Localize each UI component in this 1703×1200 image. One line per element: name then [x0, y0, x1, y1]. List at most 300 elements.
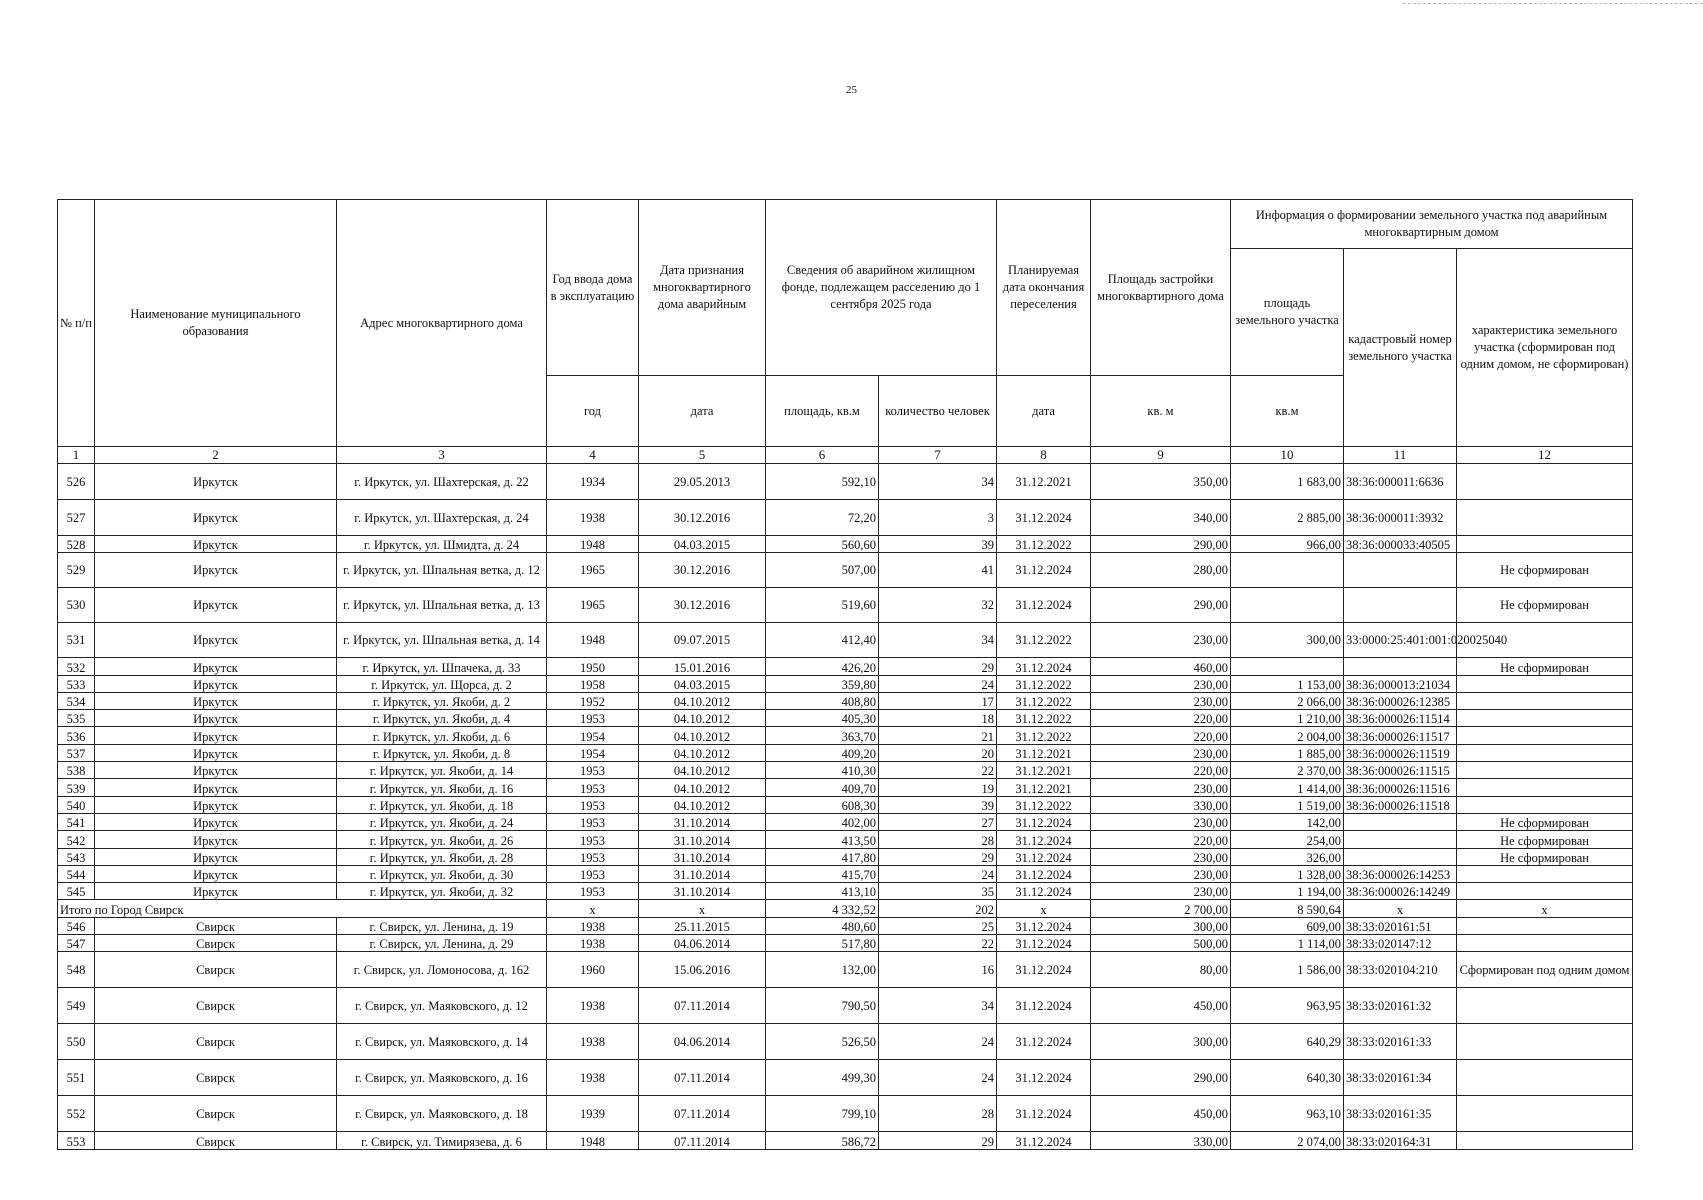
- cell-address: г. Иркутск, ул. Якоби, д. 28: [337, 848, 547, 865]
- cell-address: г. Иркутск, ул. Якоби, д. 18: [337, 796, 547, 813]
- cell-row-num: 542: [58, 831, 95, 848]
- cell-people: 25: [879, 917, 997, 934]
- cell-date-emergency: 31.10.2014: [639, 813, 766, 830]
- cell-year: 1934: [547, 464, 639, 500]
- subtotal-date: x: [639, 900, 766, 917]
- column-number: 9: [1091, 447, 1231, 464]
- cell-people: 18: [879, 710, 997, 727]
- column-number: 4: [547, 447, 639, 464]
- cell-planned-date: 31.12.2021: [997, 762, 1091, 779]
- cell-people: 22: [879, 935, 997, 952]
- cell-address: г. Иркутск, ул. Якоби, д. 24: [337, 813, 547, 830]
- cell-municipality: Иркутск: [95, 500, 337, 536]
- cell-cadastral: 38:36:000026:11519: [1344, 744, 1457, 761]
- subtotal-build: 2 700,00: [1091, 900, 1231, 917]
- cell-year: 1953: [547, 831, 639, 848]
- table-row: [58, 762, 1633, 779]
- cell-build-area: 450,00: [1091, 1096, 1231, 1132]
- cell-address: г. Свирск, ул. Ломоносова, д. 162: [337, 952, 547, 988]
- cell-area: 132,00: [766, 952, 879, 988]
- cell-area: 412,40: [766, 623, 879, 658]
- cell-people: 39: [879, 536, 997, 553]
- cell-area: 72,20: [766, 500, 879, 536]
- cell-date-emergency: 04.03.2015: [639, 675, 766, 692]
- cell-municipality: Иркутск: [95, 588, 337, 623]
- cell-land-area: 1 683,00: [1231, 464, 1344, 500]
- cell-row-num: 534: [58, 692, 95, 709]
- cell-date-emergency: 04.06.2014: [639, 935, 766, 952]
- cell-area: 410,30: [766, 762, 879, 779]
- cell-row-num: 533: [58, 675, 95, 692]
- cell-address: г. Иркутск, ул. Якоби, д. 8: [337, 744, 547, 761]
- cell-address: г. Иркутск, ул. Шахтерская, д. 22: [337, 464, 547, 500]
- cell-municipality: Иркутск: [95, 623, 337, 658]
- cell-planned-date: 31.12.2024: [997, 1060, 1091, 1096]
- cell-land-characteristic: [1457, 796, 1633, 813]
- cell-land-area: 640,30: [1231, 1060, 1344, 1096]
- cell-year: 1950: [547, 658, 639, 675]
- subtotal-planned: x: [997, 900, 1091, 917]
- cell-date-emergency: 09.07.2015: [639, 623, 766, 658]
- cell-area: 408,80: [766, 692, 879, 709]
- cell-land-area: 1 519,00: [1231, 796, 1344, 813]
- header-date-emergency: Дата признания многоквартирного дома аварийным: [639, 200, 766, 376]
- cell-year: 1953: [547, 813, 639, 830]
- cell-municipality: Свирск: [95, 988, 337, 1024]
- cell-planned-date: 31.12.2024: [997, 865, 1091, 882]
- cell-planned-date: 31.12.2022: [997, 710, 1091, 727]
- cell-planned-date: 31.12.2022: [997, 623, 1091, 658]
- cell-address: г. Иркутск, ул. Якоби, д. 30: [337, 865, 547, 882]
- cell-year: 1938: [547, 988, 639, 1024]
- cell-area: 608,30: [766, 796, 879, 813]
- cell-build-area: 230,00: [1091, 623, 1231, 658]
- cell-row-num: 544: [58, 865, 95, 882]
- cell-build-area: 220,00: [1091, 727, 1231, 744]
- cell-build-area: 460,00: [1091, 658, 1231, 675]
- cell-planned-date: 31.12.2024: [997, 883, 1091, 900]
- cell-build-area: 230,00: [1091, 675, 1231, 692]
- cell-date-emergency: 31.10.2014: [639, 865, 766, 882]
- cell-date-emergency: 04.03.2015: [639, 536, 766, 553]
- cell-cadastral: 38:36:000026:11515: [1344, 762, 1457, 779]
- cell-date-emergency: 04.10.2012: [639, 796, 766, 813]
- table-row: [58, 848, 1633, 865]
- cell-land-area: 2 004,00: [1231, 727, 1344, 744]
- cell-row-num: 550: [58, 1024, 95, 1060]
- cell-people: 28: [879, 1096, 997, 1132]
- cell-year: 1953: [547, 796, 639, 813]
- cell-date-emergency: 31.10.2014: [639, 883, 766, 900]
- cell-area: 405,30: [766, 710, 879, 727]
- cell-row-num: 537: [58, 744, 95, 761]
- cell-municipality: Иркутск: [95, 796, 337, 813]
- table-row: [58, 779, 1633, 796]
- table-row: [58, 675, 1633, 692]
- cell-area: 592,10: [766, 464, 879, 500]
- cell-municipality: Свирск: [95, 935, 337, 952]
- cell-land-area: [1231, 588, 1344, 623]
- table-row: [58, 553, 1633, 588]
- unit-people: количество человек: [879, 376, 997, 447]
- subtotal-people: 202: [879, 900, 997, 917]
- cell-cadastral: [1344, 553, 1457, 588]
- cell-date-emergency: 15.01.2016: [639, 658, 766, 675]
- cell-area: 507,00: [766, 553, 879, 588]
- cell-year: 1938: [547, 500, 639, 536]
- unit-date: дата: [639, 376, 766, 447]
- cell-row-num: 551: [58, 1060, 95, 1096]
- cell-row-num: 528: [58, 536, 95, 553]
- cell-people: 34: [879, 623, 997, 658]
- cell-year: 1958: [547, 675, 639, 692]
- cell-address: г. Иркутск, ул. Якоби, д. 32: [337, 883, 547, 900]
- cell-land-characteristic: [1457, 744, 1633, 761]
- cell-people: 24: [879, 865, 997, 882]
- cell-row-num: 527: [58, 500, 95, 536]
- cell-row-num: 531: [58, 623, 95, 658]
- cell-people: 41: [879, 553, 997, 588]
- cell-build-area: 80,00: [1091, 952, 1231, 988]
- header-land-area: площадь земельного участка: [1231, 249, 1344, 376]
- cell-cadastral: 38:36:000026:14253: [1344, 865, 1457, 882]
- column-number: 6: [766, 447, 879, 464]
- unit-area: площадь, кв.м: [766, 376, 879, 447]
- cell-cadastral: 38:33:020147:12: [1344, 935, 1457, 952]
- cell-planned-date: 31.12.2024: [997, 658, 1091, 675]
- cell-municipality: Иркутск: [95, 464, 337, 500]
- cell-date-emergency: 25.11.2015: [639, 917, 766, 934]
- cell-date-emergency: 30.12.2016: [639, 500, 766, 536]
- cell-planned-date: 31.12.2024: [997, 553, 1091, 588]
- cell-date-emergency: 31.10.2014: [639, 831, 766, 848]
- table-row: [58, 536, 1633, 553]
- header-year: Год ввода дома в эксплуатацию: [547, 200, 639, 376]
- resettlement-table: [57, 199, 1633, 1150]
- cell-row-num: 536: [58, 727, 95, 744]
- cell-planned-date: 31.12.2021: [997, 464, 1091, 500]
- cell-people: 34: [879, 988, 997, 1024]
- cell-build-area: 450,00: [1091, 988, 1231, 1024]
- cell-land-characteristic: [1457, 710, 1633, 727]
- cell-row-num: 543: [58, 848, 95, 865]
- cell-date-emergency: 31.10.2014: [639, 848, 766, 865]
- cell-area: 480,60: [766, 917, 879, 934]
- unit-land-area: кв.м: [1231, 376, 1344, 447]
- cell-planned-date: 31.12.2022: [997, 796, 1091, 813]
- table-row: [58, 500, 1633, 536]
- cell-planned-date: 31.12.2021: [997, 744, 1091, 761]
- cell-row-num: 526: [58, 464, 95, 500]
- cell-area: 426,20: [766, 658, 879, 675]
- column-number: 10: [1231, 447, 1344, 464]
- cell-row-num: 539: [58, 779, 95, 796]
- table-row: [58, 813, 1633, 830]
- table-row: [58, 1132, 1633, 1149]
- cell-cadastral: 38:36:000026:11517: [1344, 727, 1457, 744]
- cell-address: г. Иркутск, ул. Шпальная ветка, д. 13: [337, 588, 547, 623]
- cell-land-area: 326,00: [1231, 848, 1344, 865]
- cell-build-area: 230,00: [1091, 744, 1231, 761]
- cell-land-characteristic: [1457, 1132, 1633, 1149]
- cell-cadastral: 38:36:000026:11514: [1344, 710, 1457, 727]
- cell-year: 1938: [547, 917, 639, 934]
- cell-land-area: [1231, 553, 1344, 588]
- cell-land-area: 640,29: [1231, 1024, 1344, 1060]
- cell-area: 517,80: [766, 935, 879, 952]
- table-row: [58, 692, 1633, 709]
- cell-municipality: Иркутск: [95, 727, 337, 744]
- header-land-group: Информация о формировании земельного участка под аварийным многоквартирным домом: [1231, 200, 1633, 249]
- cell-cadastral: [1344, 831, 1457, 848]
- cell-land-characteristic: [1457, 675, 1633, 692]
- cell-planned-date: 31.12.2022: [997, 692, 1091, 709]
- cell-planned-date: 31.12.2024: [997, 500, 1091, 536]
- cell-land-characteristic: [1457, 935, 1633, 952]
- cell-municipality: Иркутск: [95, 710, 337, 727]
- subtotal-row: [58, 900, 1633, 917]
- subtotal-cadastral: x: [1344, 900, 1457, 917]
- table-row: [58, 935, 1633, 952]
- cell-planned-date: 31.12.2024: [997, 988, 1091, 1024]
- cell-planned-date: 31.12.2024: [997, 952, 1091, 988]
- cell-planned-date: 31.12.2024: [997, 1132, 1091, 1149]
- table-row: [58, 1024, 1633, 1060]
- cell-land-characteristic: [1457, 536, 1633, 553]
- cell-cadastral: 38:33:020161:33: [1344, 1024, 1457, 1060]
- table-row: [58, 658, 1633, 675]
- cell-municipality: Иркутск: [95, 848, 337, 865]
- cell-year: 1954: [547, 744, 639, 761]
- cell-planned-date: 31.12.2024: [997, 831, 1091, 848]
- resettlement-table-sheet: [57, 199, 1632, 1150]
- cell-land-area: 963,10: [1231, 1096, 1344, 1132]
- table-row: [58, 917, 1633, 934]
- header-num: № п/п: [58, 200, 95, 447]
- cell-land-area: 142,00: [1231, 813, 1344, 830]
- cell-planned-date: 31.12.2024: [997, 813, 1091, 830]
- cell-date-emergency: 07.11.2014: [639, 1060, 766, 1096]
- column-number: 12: [1457, 447, 1633, 464]
- cell-municipality: Иркутск: [95, 658, 337, 675]
- cell-people: 39: [879, 796, 997, 813]
- cell-land-area: 1 328,00: [1231, 865, 1344, 882]
- unit-build-area: кв. м: [1091, 376, 1231, 447]
- cell-planned-date: 31.12.2024: [997, 1024, 1091, 1060]
- cell-build-area: 300,00: [1091, 1024, 1231, 1060]
- cell-planned-date: 31.12.2021: [997, 779, 1091, 796]
- cell-area: 413,50: [766, 831, 879, 848]
- cell-date-emergency: 04.10.2012: [639, 692, 766, 709]
- cell-cadastral: [1344, 658, 1457, 675]
- cell-area: 526,50: [766, 1024, 879, 1060]
- table-row: [58, 831, 1633, 848]
- cell-row-num: 530: [58, 588, 95, 623]
- cell-build-area: 220,00: [1091, 831, 1231, 848]
- cell-build-area: 340,00: [1091, 500, 1231, 536]
- cell-municipality: Свирск: [95, 917, 337, 934]
- cell-land-characteristic: [1457, 464, 1633, 500]
- unit-planned-date: дата: [997, 376, 1091, 447]
- cell-build-area: 220,00: [1091, 762, 1231, 779]
- cell-row-num: 532: [58, 658, 95, 675]
- subtotal-land: 8 590,64: [1231, 900, 1344, 917]
- cell-cadastral: 38:36:000011:3932: [1344, 500, 1457, 536]
- cell-address: г. Свирск, ул. Тимирязева, д. 6: [337, 1132, 547, 1149]
- cell-area: 363,70: [766, 727, 879, 744]
- cell-date-emergency: 04.10.2012: [639, 727, 766, 744]
- cell-date-emergency: 29.05.2013: [639, 464, 766, 500]
- column-number-row: [58, 447, 1633, 464]
- cell-land-characteristic: Не сформирован: [1457, 658, 1633, 675]
- cell-address: г. Иркутск, ул. Шпальная ветка, д. 12: [337, 553, 547, 588]
- column-number: 2: [95, 447, 337, 464]
- subtotal-area: 4 332,52: [766, 900, 879, 917]
- cell-area: 519,60: [766, 588, 879, 623]
- cell-date-emergency: 30.12.2016: [639, 553, 766, 588]
- cell-row-num: 545: [58, 883, 95, 900]
- cell-cadastral: 38:36:000026:14249: [1344, 883, 1457, 900]
- cell-municipality: Иркутск: [95, 744, 337, 761]
- cell-build-area: 230,00: [1091, 865, 1231, 882]
- cell-year: 1948: [547, 623, 639, 658]
- cell-area: 790,50: [766, 988, 879, 1024]
- cell-date-emergency: 04.10.2012: [639, 762, 766, 779]
- cell-planned-date: 31.12.2022: [997, 675, 1091, 692]
- cell-people: 20: [879, 744, 997, 761]
- cell-planned-date: 31.12.2024: [997, 848, 1091, 865]
- header-cadastral: кадастровый номер земельного участка: [1344, 249, 1457, 447]
- cell-planned-date: 31.12.2022: [997, 536, 1091, 553]
- column-number: 1: [58, 447, 95, 464]
- cell-cadastral: [1344, 813, 1457, 830]
- cell-address: г. Иркутск, ул. Якоби, д. 4: [337, 710, 547, 727]
- cell-address: г. Иркутск, ул. Щорса, д. 2: [337, 675, 547, 692]
- cell-cadastral: 38:36:000013:21034: [1344, 675, 1457, 692]
- table-row: [58, 1096, 1633, 1132]
- cell-land-characteristic: Не сформирован: [1457, 588, 1633, 623]
- cell-year: 1953: [547, 848, 639, 865]
- cell-area: 409,70: [766, 779, 879, 796]
- cell-cadastral: 38:33:020161:32: [1344, 988, 1457, 1024]
- cell-cadastral: 38:33:020161:34: [1344, 1060, 1457, 1096]
- cell-cadastral: 38:33:020164:31: [1344, 1132, 1457, 1149]
- cell-row-num: 553: [58, 1132, 95, 1149]
- cell-row-num: 548: [58, 952, 95, 988]
- table-row: [58, 796, 1633, 813]
- cell-date-emergency: 04.10.2012: [639, 744, 766, 761]
- cell-address: г. Иркутск, ул. Якоби, д. 6: [337, 727, 547, 744]
- cell-area: 560,60: [766, 536, 879, 553]
- cell-cadastral: 38:36:000033:40505: [1344, 536, 1457, 553]
- cell-year: 1953: [547, 779, 639, 796]
- subtotal-year: x: [547, 900, 639, 917]
- cell-municipality: Иркутск: [95, 865, 337, 882]
- cell-year: 1953: [547, 865, 639, 882]
- cell-address: г. Иркутск, ул. Якоби, д. 2: [337, 692, 547, 709]
- cell-municipality: Иркутск: [95, 831, 337, 848]
- cell-people: 27: [879, 813, 997, 830]
- cell-year: 1938: [547, 935, 639, 952]
- cell-address: г. Иркутск, ул. Шахтерская, д. 24: [337, 500, 547, 536]
- cell-area: 499,30: [766, 1060, 879, 1096]
- cell-date-emergency: 07.11.2014: [639, 1096, 766, 1132]
- cell-area: 586,72: [766, 1132, 879, 1149]
- cell-people: 29: [879, 1132, 997, 1149]
- cell-land-characteristic: [1457, 865, 1633, 882]
- cell-year: 1965: [547, 553, 639, 588]
- cell-people: 29: [879, 848, 997, 865]
- cell-year: 1948: [547, 1132, 639, 1149]
- table-row: [58, 623, 1633, 658]
- cell-build-area: 350,00: [1091, 464, 1231, 500]
- cell-cadastral: 38:36:000026:12385: [1344, 692, 1457, 709]
- cell-cadastral: 38:36:000026:11518: [1344, 796, 1457, 813]
- cell-date-emergency: 04.10.2012: [639, 710, 766, 727]
- cell-year: 1954: [547, 727, 639, 744]
- cell-address: г. Иркутск, ул. Шмидта, д. 24: [337, 536, 547, 553]
- cell-municipality: Свирск: [95, 1060, 337, 1096]
- cell-build-area: 290,00: [1091, 536, 1231, 553]
- cell-land-characteristic: Не сформирован: [1457, 813, 1633, 830]
- cell-land-area: 1 153,00: [1231, 675, 1344, 692]
- cell-people: 32: [879, 588, 997, 623]
- cell-municipality: Иркутск: [95, 553, 337, 588]
- cell-land-area: 1 414,00: [1231, 779, 1344, 796]
- cell-planned-date: 31.12.2024: [997, 935, 1091, 952]
- column-number: 7: [879, 447, 997, 464]
- cell-address: г. Свирск, ул. Маяковского, д. 18: [337, 1096, 547, 1132]
- subtotal-label: Итого по Город Свирск: [58, 900, 547, 917]
- cell-land-area: 609,00: [1231, 917, 1344, 934]
- cell-row-num: 538: [58, 762, 95, 779]
- cell-date-emergency: 30.12.2016: [639, 588, 766, 623]
- cell-build-area: 330,00: [1091, 1132, 1231, 1149]
- cell-year: 1952: [547, 692, 639, 709]
- cell-land-characteristic: [1457, 1024, 1633, 1060]
- cell-land-characteristic: [1457, 762, 1633, 779]
- table-row: [58, 1060, 1633, 1096]
- cell-cadastral: 38:33:020161:51: [1344, 917, 1457, 934]
- table-row: [58, 727, 1633, 744]
- cell-municipality: Иркутск: [95, 762, 337, 779]
- table-row: [58, 988, 1633, 1024]
- cell-land-area: 300,00: [1231, 623, 1344, 658]
- cell-year: 1938: [547, 1060, 639, 1096]
- cell-land-area: [1231, 658, 1344, 675]
- cell-land-area: 1 210,00: [1231, 710, 1344, 727]
- cell-cadastral: 38:36:000011:6636: [1344, 464, 1457, 500]
- cell-people: 34: [879, 464, 997, 500]
- cell-land-characteristic: [1457, 988, 1633, 1024]
- header-land-characteristic: характеристика земельного участка (сформирован под одним домом, не сформирован): [1457, 249, 1633, 447]
- cell-municipality: Иркутск: [95, 883, 337, 900]
- cell-planned-date: 31.12.2024: [997, 588, 1091, 623]
- cell-land-characteristic: [1457, 917, 1633, 934]
- cell-build-area: 500,00: [1091, 935, 1231, 952]
- cell-address: г. Свирск, ул. Маяковского, д. 12: [337, 988, 547, 1024]
- cell-address: г. Свирск, ул. Маяковского, д. 14: [337, 1024, 547, 1060]
- cell-people: 24: [879, 1060, 997, 1096]
- cell-cadastral: [1344, 848, 1457, 865]
- cell-land-characteristic: Сформирован под одним домом: [1457, 952, 1633, 988]
- cell-land-characteristic: [1457, 692, 1633, 709]
- cell-address: г. Иркутск, ул. Якоби, д. 14: [337, 762, 547, 779]
- cell-date-emergency: 15.06.2016: [639, 952, 766, 988]
- cell-address: г. Иркутск, ул. Якоби, д. 26: [337, 831, 547, 848]
- cell-build-area: 280,00: [1091, 553, 1231, 588]
- cell-planned-date: 31.12.2024: [997, 917, 1091, 934]
